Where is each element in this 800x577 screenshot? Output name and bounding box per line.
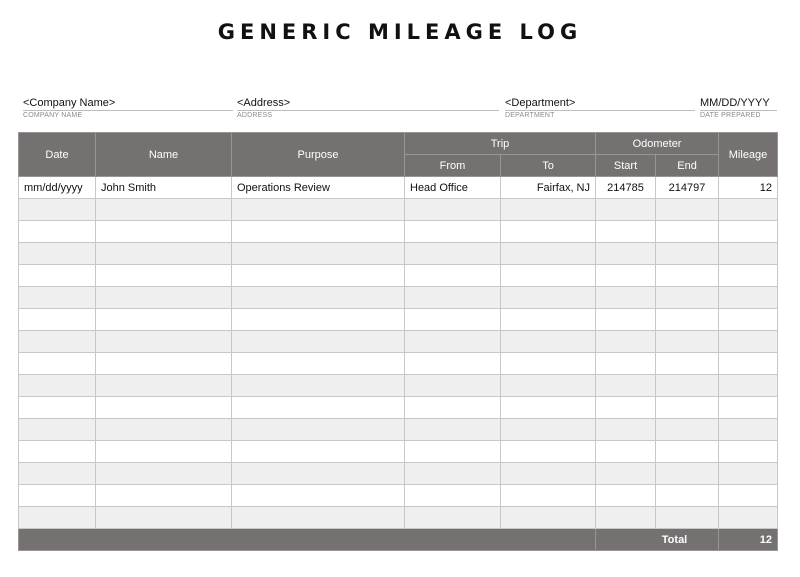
cell-start[interactable] [596, 221, 656, 243]
table-row [19, 507, 778, 529]
cell-from[interactable] [405, 375, 501, 397]
cell-name[interactable] [96, 265, 232, 287]
cell-from[interactable] [405, 243, 501, 265]
table-row [19, 243, 778, 265]
table-row [19, 397, 778, 419]
total-spacer [19, 529, 596, 551]
cell-end[interactable] [656, 353, 719, 375]
cell-name[interactable] [96, 309, 232, 331]
department-value[interactable]: <Department> [505, 97, 576, 109]
cell-from[interactable] [405, 397, 501, 419]
table-row [19, 463, 778, 485]
table-body [19, 177, 778, 529]
cell-purpose[interactable]: Operations Review [232, 177, 405, 199]
cell-name[interactable] [96, 375, 232, 397]
cell-name[interactable] [96, 199, 232, 221]
cell-end[interactable] [656, 199, 719, 221]
cell-mileage[interactable] [719, 287, 778, 309]
cell-purpose[interactable] [232, 485, 405, 507]
cell-end[interactable] [656, 243, 719, 265]
cell-end[interactable] [656, 331, 719, 353]
cell-date[interactable] [19, 265, 96, 287]
cell-from[interactable] [405, 287, 501, 309]
cell-end[interactable] [656, 265, 719, 287]
cell-name[interactable] [96, 221, 232, 243]
cell-from[interactable] [405, 507, 501, 529]
header-name: Name [96, 133, 232, 177]
cell-date[interactable] [19, 397, 96, 419]
cell-end[interactable] [656, 221, 719, 243]
table-row [19, 419, 778, 441]
cell-end[interactable] [656, 485, 719, 507]
cell-purpose[interactable] [232, 507, 405, 529]
cell-to[interactable] [501, 265, 596, 287]
cell-mileage[interactable] [719, 375, 778, 397]
header-trip: Trip [405, 133, 596, 155]
cell-from[interactable] [405, 199, 501, 221]
cell-mileage[interactable] [719, 507, 778, 529]
cell-purpose[interactable] [232, 221, 405, 243]
cell-from[interactable] [405, 353, 501, 375]
cell-mileage[interactable] [719, 485, 778, 507]
cell-end[interactable] [656, 375, 719, 397]
cell-to[interactable] [501, 375, 596, 397]
cell-name[interactable] [96, 441, 232, 463]
cell-date[interactable] [19, 485, 96, 507]
page-title: GENERIC MILEAGE LOG [217, 20, 583, 44]
cell-purpose[interactable] [232, 265, 405, 287]
table-row [19, 485, 778, 507]
table-row [19, 221, 778, 243]
cell-date[interactable] [19, 221, 96, 243]
cell-date[interactable] [19, 375, 96, 397]
cell-start[interactable] [596, 353, 656, 375]
cell-date[interactable] [19, 463, 96, 485]
cell-date[interactable] [19, 199, 96, 221]
cell-end[interactable] [656, 287, 719, 309]
cell-name[interactable] [96, 243, 232, 265]
cell-start[interactable] [596, 375, 656, 397]
cell-date[interactable]: mm/dd/yyyy [19, 177, 96, 199]
header-start: Start [596, 155, 656, 177]
mileage-log-table [18, 132, 778, 551]
cell-start[interactable] [596, 287, 656, 309]
cell-date[interactable] [19, 287, 96, 309]
cell-name[interactable] [96, 353, 232, 375]
cell-name[interactable] [96, 485, 232, 507]
date-prepared-value[interactable]: MM/DD/YYYY [700, 97, 770, 109]
table-row [19, 375, 778, 397]
cell-from[interactable] [405, 463, 501, 485]
cell-date[interactable] [19, 507, 96, 529]
cell-to[interactable] [501, 441, 596, 463]
department-label: DEPARTMENT [505, 112, 555, 119]
cell-date[interactable] [19, 441, 96, 463]
cell-name[interactable]: John Smith [96, 177, 232, 199]
cell-purpose[interactable] [232, 375, 405, 397]
cell-purpose[interactable] [232, 287, 405, 309]
cell-mileage[interactable] [719, 243, 778, 265]
cell-start[interactable] [596, 507, 656, 529]
cell-date[interactable] [19, 331, 96, 353]
header-from: From [405, 155, 501, 177]
table-row [19, 265, 778, 287]
cell-start[interactable] [596, 199, 656, 221]
cell-start[interactable] [596, 463, 656, 485]
cell-mileage[interactable] [719, 397, 778, 419]
cell-mileage[interactable] [719, 331, 778, 353]
cell-start[interactable] [596, 309, 656, 331]
cell-from[interactable]: Head Office [405, 177, 501, 199]
total-value: 12 [719, 529, 778, 551]
cell-from[interactable] [405, 309, 501, 331]
table-row [19, 331, 778, 353]
total-label: Total [596, 529, 719, 551]
cell-date[interactable] [19, 353, 96, 375]
cell-start[interactable] [596, 441, 656, 463]
date-prepared-field[interactable] [700, 97, 777, 119]
cell-from[interactable] [405, 331, 501, 353]
cell-start[interactable] [596, 485, 656, 507]
cell-mileage[interactable] [719, 221, 778, 243]
cell-to[interactable] [501, 507, 596, 529]
table-row [19, 441, 778, 463]
department-field[interactable] [505, 97, 695, 119]
header-date: Date [19, 133, 96, 177]
cell-end[interactable] [656, 463, 719, 485]
cell-to[interactable] [501, 397, 596, 419]
cell-from[interactable] [405, 419, 501, 441]
cell-date[interactable] [19, 419, 96, 441]
cell-to[interactable]: Fairfax, NJ [501, 177, 596, 199]
cell-to[interactable] [501, 331, 596, 353]
table-row [19, 199, 778, 221]
cell-mileage[interactable] [719, 353, 778, 375]
cell-name[interactable] [96, 397, 232, 419]
cell-end[interactable] [656, 419, 719, 441]
cell-end[interactable]: 214797 [656, 177, 719, 199]
cell-mileage[interactable] [719, 441, 778, 463]
cell-start[interactable] [596, 397, 656, 419]
cell-name[interactable] [96, 463, 232, 485]
cell-mileage[interactable] [719, 199, 778, 221]
department-underline [505, 110, 695, 111]
cell-from[interactable] [405, 221, 501, 243]
company-name-label: COMPANY NAME [23, 112, 83, 119]
cell-end[interactable] [656, 507, 719, 529]
cell-to[interactable] [501, 199, 596, 221]
header-end: End [656, 155, 719, 177]
date-prepared-underline [700, 110, 777, 111]
cell-mileage[interactable]: 12 [719, 177, 778, 199]
address-field[interactable] [237, 97, 499, 119]
cell-to[interactable] [501, 419, 596, 441]
cell-name[interactable] [96, 419, 232, 441]
cell-purpose[interactable] [232, 199, 405, 221]
cell-purpose[interactable] [232, 419, 405, 441]
cell-from[interactable] [405, 485, 501, 507]
cell-to[interactable] [501, 287, 596, 309]
cell-to[interactable] [501, 353, 596, 375]
cell-to[interactable] [501, 221, 596, 243]
address-underline [237, 110, 499, 111]
cell-start[interactable]: 214785 [596, 177, 656, 199]
cell-mileage[interactable] [719, 419, 778, 441]
table-row [19, 309, 778, 331]
cell-purpose[interactable] [232, 463, 405, 485]
company-name-underline [23, 110, 233, 111]
header-mileage: Mileage [719, 133, 778, 177]
table-row [19, 177, 778, 199]
cell-purpose[interactable] [232, 331, 405, 353]
cell-mileage[interactable] [719, 265, 778, 287]
date-prepared-label: DATE PREPARED [700, 112, 761, 119]
address-label: ADDRESS [237, 112, 273, 119]
cell-from[interactable] [405, 265, 501, 287]
cell-from[interactable] [405, 441, 501, 463]
cell-to[interactable] [501, 309, 596, 331]
company-name-field[interactable] [23, 97, 233, 119]
cell-to[interactable] [501, 485, 596, 507]
table-row [19, 287, 778, 309]
cell-name[interactable] [96, 287, 232, 309]
cell-end[interactable] [656, 397, 719, 419]
header-odometer: Odometer [596, 133, 719, 155]
cell-start[interactable] [596, 419, 656, 441]
cell-start[interactable] [596, 331, 656, 353]
cell-purpose[interactable] [232, 353, 405, 375]
address-value[interactable]: <Address> [237, 97, 291, 109]
cell-to[interactable] [501, 243, 596, 265]
cell-start[interactable] [596, 243, 656, 265]
cell-purpose[interactable] [232, 243, 405, 265]
cell-start[interactable] [596, 265, 656, 287]
cell-purpose[interactable] [232, 441, 405, 463]
cell-end[interactable] [656, 309, 719, 331]
total-row [19, 529, 778, 551]
cell-end[interactable] [656, 441, 719, 463]
company-name-value[interactable]: <Company Name> [23, 97, 116, 109]
cell-to[interactable] [501, 463, 596, 485]
header-purpose: Purpose [232, 133, 405, 177]
cell-mileage[interactable] [719, 309, 778, 331]
cell-purpose[interactable] [232, 397, 405, 419]
header-to: To [501, 155, 596, 177]
cell-purpose[interactable] [232, 309, 405, 331]
cell-date[interactable] [19, 243, 96, 265]
cell-mileage[interactable] [719, 463, 778, 485]
cell-name[interactable] [96, 507, 232, 529]
cell-name[interactable] [96, 331, 232, 353]
table-row [19, 353, 778, 375]
cell-date[interactable] [19, 309, 96, 331]
